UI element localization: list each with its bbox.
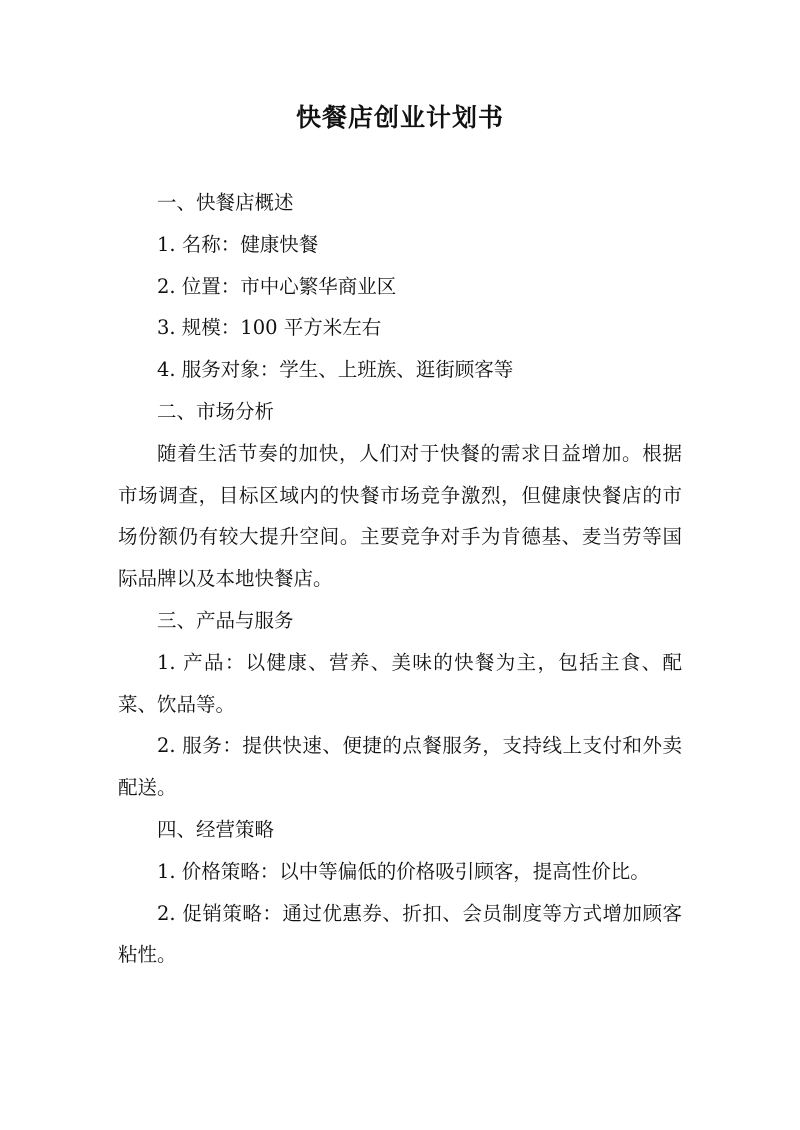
list-item-service: 2. 服务：提供快速、便捷的点餐服务，支持线上支付和外卖配送。 [118, 734, 682, 800]
list-item-product: 1. 产品：以健康、营养、美味的快餐为主，包括主食、配菜、饮品等。 [118, 650, 682, 716]
paragraph-market-analysis: 随着生活节奏的加快，人们对于快餐的需求日益增加。根据市场调查，目标区域内的快餐市场竞争激烈，但健康快餐店的市场份额仍有较大提升空间。主要竞争对手为肯德基、麦当劳等国际品牌以及本地快餐店。 [118, 441, 682, 591]
section-heading-market: 二、市场分析 [157, 399, 275, 423]
section-heading-products: 三、产品与服务 [157, 608, 294, 632]
section-heading-overview: 一、快餐店概述 [157, 191, 294, 214]
list-item-customers: 4. 服务对象：学生、上班族、逛街顾客等 [157, 358, 514, 382]
document-title: 快餐店创业计划书 [295, 103, 504, 132]
list-item-name: 1. 名称：健康快餐 [157, 232, 319, 256]
list-item-pricing: 1. 价格策略：以中等偏低的价格吸引顾客，提高性价比。 [157, 859, 650, 883]
list-item-scale: 3. 规模：100 平方米左右 [157, 316, 382, 340]
list-item-promotion: 2. 促销策略：通过优惠券、折扣、会员制度等方式增加顾客粘性。 [118, 901, 682, 967]
document-body [118, 182, 682, 976]
list-item-location: 2. 位置：市中心繁华商业区 [157, 274, 397, 298]
section-heading-strategy: 四、经营策略 [157, 817, 275, 841]
